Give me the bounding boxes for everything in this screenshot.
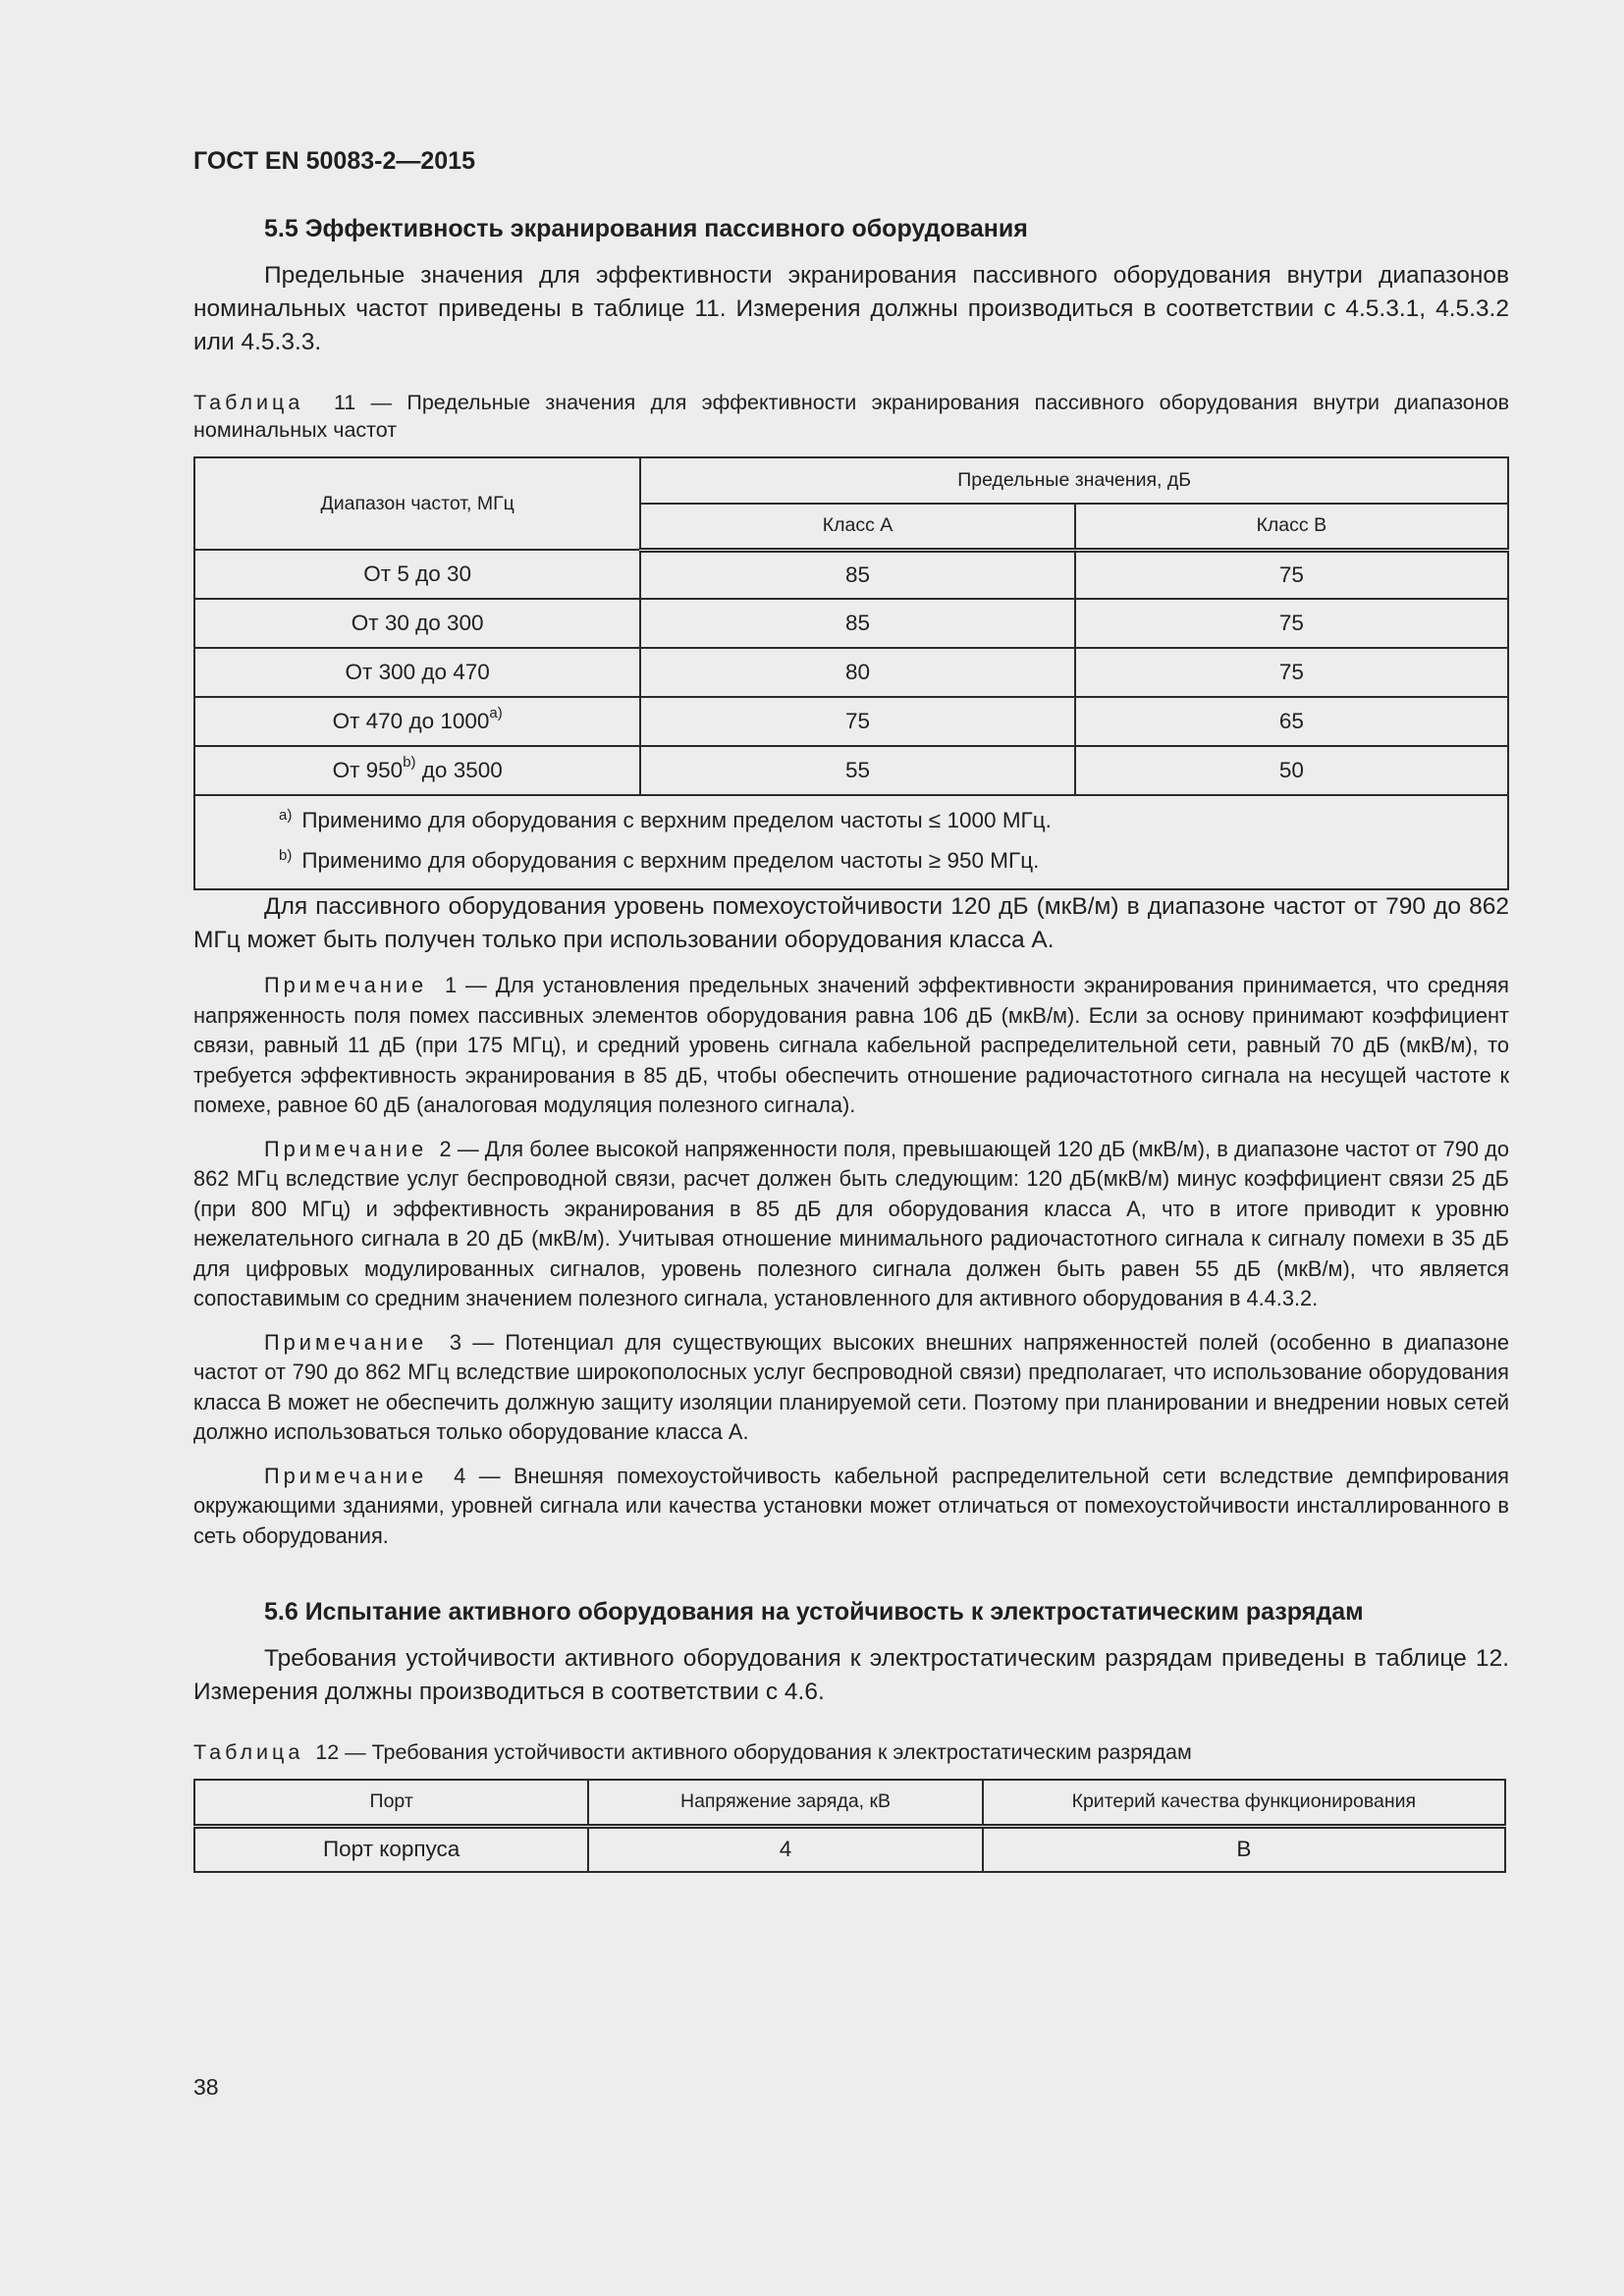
table-11-header-limits: Предельные значения, дБ xyxy=(640,457,1508,504)
table-cell-class-a: 85 xyxy=(640,599,1074,648)
table-11-header-class-b: Класс В xyxy=(1075,504,1508,550)
note-1 xyxy=(193,971,1509,1121)
table-cell-class-a: 55 xyxy=(640,746,1074,795)
footnote-a-text: Применимо для оборудования с верхним пределом частоты ≤ 1000 МГц. xyxy=(301,808,1052,832)
table-12 xyxy=(193,1779,1506,1873)
note-text: 3 — Потенциал для существующих высоких внешних напряженностей полей (особенно в диапазоне частот от 790 до 862 МГц вследствие широкополосных услуг беспроводной связи) предполагает, что использование оборудования класса В может не обеспечить должную защиту изоляции планируемой сети. Поэтому при планировании и внедрении новых сетей должно использоваться только оборудование класса А. xyxy=(193,1329,1509,1444)
table-footnotes-row xyxy=(194,795,1508,889)
table-row xyxy=(194,550,1508,599)
table-cell-class-b: 75 xyxy=(1075,550,1508,599)
table-cell-range: От 5 до 30 xyxy=(194,550,640,599)
note-2 xyxy=(193,1135,1509,1314)
table-11 xyxy=(193,456,1509,890)
note-text: 1 — Для установления предельных значений эффективности экранирования принимается, что средняя напряженность поля помех пассивных элементов оборудования равна 106 дБ (мкВ/м). Если за основу принимают коэффициент связи, равный 11 дБ (при 175 МГц), и средний уровень сигнала кабельной распределительной сети, равный 70 дБ (мкВ/м), то требуется эффективность экранирования в 85 дБ, чтобы обеспечить отношение радиочастотного сигнала на несущей частоте к помехе, равное 60 дБ (аналоговая модуляция полезного сигнала). xyxy=(193,973,1509,1117)
table-cell-range xyxy=(194,746,640,795)
table-cell-class-a: 85 xyxy=(640,550,1074,599)
table-cell-range: От 30 до 300 xyxy=(194,599,640,648)
document-header: ГОСТ EN 50083-2—2015 xyxy=(193,147,475,175)
table-row xyxy=(194,697,1508,746)
section-5-6 xyxy=(193,1598,1509,1709)
table-row xyxy=(194,1826,1505,1872)
note-label: Примечание xyxy=(264,1463,428,1488)
note-label: Примечание xyxy=(264,1136,428,1161)
footnote-b xyxy=(279,842,1507,882)
table-12-header-criterion: Критерий качества функционирования xyxy=(983,1780,1505,1826)
table-cell-voltage: 4 xyxy=(588,1826,982,1872)
footnote-ref-b: b) xyxy=(403,753,416,771)
section-5-5-intro: Предельные значения для эффективности экранирования пассивного оборудования внутри диапазонов номинальных частот приведены в таблице 11. Измерения должны производиться в соответствии с 4.5.3.1, 4.5.3.2 или 4.5.3.3. xyxy=(193,262,1509,355)
table-cell-class-b: 65 xyxy=(1075,697,1508,746)
table-11-caption-label: Таблица xyxy=(193,391,304,414)
table-12-caption-label: Таблица xyxy=(193,1740,304,1764)
table-11-header-class-a: Класс А xyxy=(640,504,1074,550)
note-text: 2 — Для более высокой напряженности поля, превышающей 120 дБ (мкВ/м), в диапазоне частот от 790 до 862 МГц вследствие услуг беспроводной связи, расчет должен быть следующим: 120 дБ(мкВ/м) минус коэффициент связи 25 дБ (при 800 МГц) и эффективность экранирования в 85 дБ для оборудования класса А, что в итоге приводит к уровню нежелательного сигнала в 20 дБ (мкВ/м). Учитывая отношение минимального радиочастотного сигнала к сигналу помехи в 35 дБ для цифровых модулированных сигналов, уровень полезного сигнала должен быть равен 55 дБ (мкВ/м), что является сопоставимым со средним значением полезного сигнала, установленного для активного оборудования в 4.4.3.2. xyxy=(193,1136,1509,1310)
range-text: От 470 до 1000 xyxy=(332,709,490,733)
table-cell-class-a: 80 xyxy=(640,648,1074,697)
footnote-b-text: Применимо для оборудования с верхним пределом частоты ≥ 950 МГц. xyxy=(301,848,1040,873)
table-cell-class-a: 75 xyxy=(640,697,1074,746)
table-cell-class-b: 75 xyxy=(1075,648,1508,697)
range-text-tail: до 3500 xyxy=(415,758,503,782)
paragraph-after-table-11: Для пассивного оборудования уровень помехоустойчивости 120 дБ (мкВ/м) в диапазоне частот от 790 до 862 МГц может быть получен только при использовании оборудования класса А. xyxy=(193,893,1509,953)
table-12-header-voltage: Напряжение заряда, кВ xyxy=(588,1780,982,1826)
section-5-6-title: 5.6 Испытание активного оборудования на устойчивость к электростатическим разрядам xyxy=(264,1598,1364,1626)
table-12-caption xyxy=(193,1738,1509,1766)
footnote-b-mark: b) xyxy=(279,847,293,864)
page-number: 38 xyxy=(193,2074,219,2100)
table-row xyxy=(194,746,1508,795)
table-cell-range xyxy=(194,697,640,746)
table-12-header-port: Порт xyxy=(194,1780,588,1826)
table-11-footnotes xyxy=(194,795,1508,889)
note-label: Примечание xyxy=(264,973,428,997)
table-cell-class-b: 50 xyxy=(1075,746,1508,795)
note-text: 4 — Внешняя помехоустойчивость кабельной распределительной сети вследствие демпфирования окружающими зданиями, уровней сигнала или качества установки может отличаться от помехоустойчивости инсталлированного в сеть оборудования. xyxy=(193,1463,1509,1548)
section-5-5-title: 5.5 Эффективность экранирования пассивного оборудования xyxy=(264,215,1028,242)
table-11-caption-text: 11 — Предельные значения для эффективности экранирования пассивного оборудования внутри диапазонов номинальных частот xyxy=(193,391,1509,442)
table-cell-range: От 300 до 470 xyxy=(194,648,640,697)
note-4 xyxy=(193,1462,1509,1552)
range-text: От 950 xyxy=(332,758,404,782)
section-5-6-intro: Требования устойчивости активного оборудования к электростатическим разрядам приведены в таблице 12. Измерения должны производиться в соответствии с 4.6. xyxy=(193,1645,1509,1705)
note-3 xyxy=(193,1328,1509,1448)
table-row xyxy=(194,599,1508,648)
table-11-caption xyxy=(193,389,1509,444)
footnote-a-mark: a) xyxy=(279,807,293,824)
footnote-ref-a: a) xyxy=(489,704,503,721)
document-page xyxy=(193,147,1509,1873)
table-12-caption-text: 12 — Требования устойчивости активного оборудования к электростатическим разрядам xyxy=(315,1740,1192,1764)
table-cell-class-b: 75 xyxy=(1075,599,1508,648)
table-cell-criterion: В xyxy=(983,1826,1505,1872)
note-label: Примечание xyxy=(264,1329,428,1355)
table-11-header-range: Диапазон частот, МГц xyxy=(194,457,640,550)
footnote-a xyxy=(279,802,1507,842)
table-cell-port: Порт корпуса xyxy=(194,1826,588,1872)
table-row xyxy=(194,648,1508,697)
